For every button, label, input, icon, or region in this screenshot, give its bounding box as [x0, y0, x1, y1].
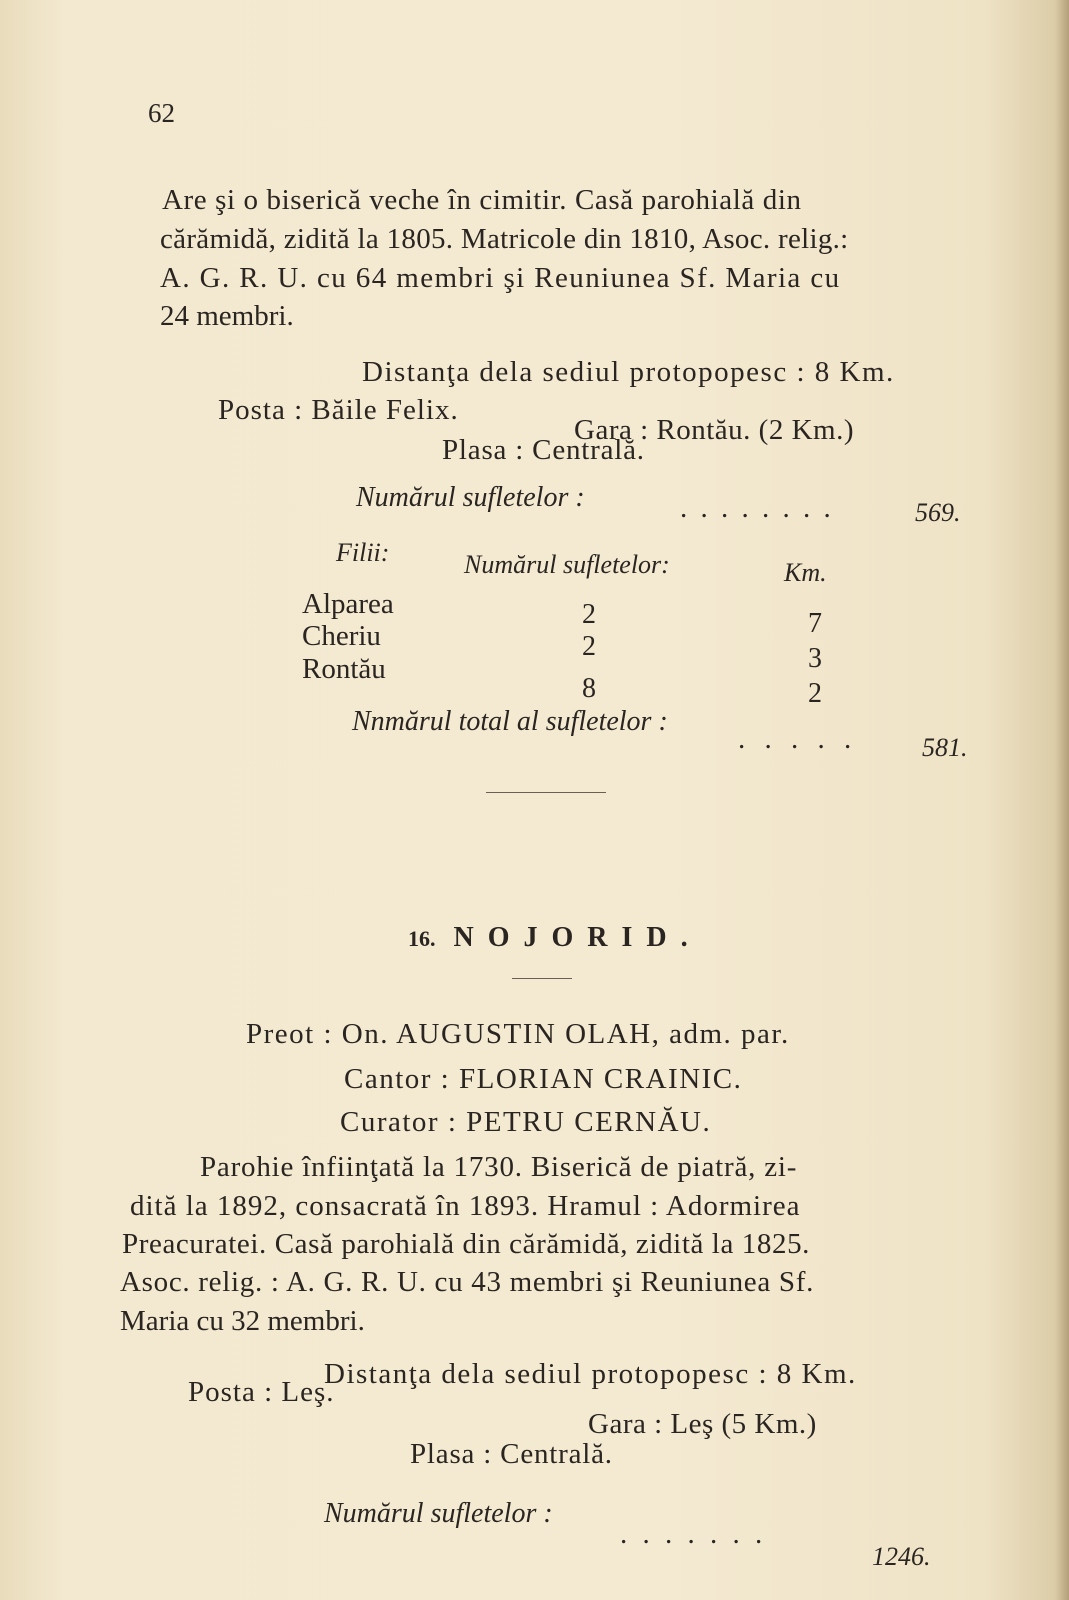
- filii-row-souls: 2: [582, 631, 596, 662]
- preot-info: Preot : On. AUGUSTIN OLAH, adm. par.: [246, 1018, 790, 1050]
- souls-value: 1246.: [872, 1542, 931, 1571]
- section-title: NOJORID.: [453, 922, 702, 953]
- filii-header: Filii:: [336, 538, 390, 567]
- souls-value: 569.: [915, 498, 961, 527]
- filii-row-name: Alparea: [302, 588, 394, 620]
- souls-label: Numărul sufletelor :: [356, 482, 585, 513]
- section2-paragraph-line: Preacuratei. Casă parohială din cărămidă, zidită la 1825.: [122, 1228, 811, 1260]
- plasa-info: Plasa : Centrală.: [442, 434, 645, 466]
- section-divider: [486, 792, 606, 793]
- cantor-info: Cantor : FLORIAN CRAINIC.: [344, 1063, 743, 1095]
- distance-info: Distanţa dela sediul protopopesc : 8 Km.: [362, 356, 895, 388]
- filii-row-km: 2: [808, 678, 822, 709]
- plasa-info: Plasa : Centrală.: [410, 1438, 613, 1470]
- posta-info: Posta : Leş.: [188, 1376, 335, 1408]
- section1-paragraph-line: 24 membri.: [160, 300, 294, 332]
- filii-km-header: Km.: [784, 558, 827, 587]
- distance-info: Distanţa dela sediul protopopesc : 8 Km.: [324, 1358, 857, 1390]
- section-number: 16.: [408, 926, 436, 951]
- filii-row-souls: 8: [582, 673, 596, 704]
- page-number: 62: [148, 98, 175, 128]
- section1-paragraph-line: A. G. R. U. cu 64 membri şi Reuniunea Sf. Maria cu: [160, 262, 841, 294]
- curator-info: Curator : PETRU CERNĂU.: [340, 1106, 712, 1138]
- section-heading: [408, 922, 702, 954]
- filii-row-km: 7: [808, 608, 822, 639]
- section2-paragraph-line: Asoc. relig. : A. G. R. U. cu 43 membri şi Reuniunea Sf.: [120, 1266, 815, 1298]
- section1-paragraph-line: cărămidă, zidită la 1805. Matricole din 1810, Asoc. relig.:: [160, 223, 849, 255]
- gara-info: Gara : Leş (5 Km.): [588, 1408, 817, 1440]
- filii-row-name: Rontău: [302, 653, 386, 685]
- souls-dots: . . . . . . . .: [680, 492, 834, 524]
- total-souls-value: 581.: [922, 733, 968, 762]
- section1-paragraph-line: Are şi o biserică veche în cimitir. Casă parohială din: [162, 184, 802, 216]
- filii-row-km: 3: [808, 643, 822, 674]
- filii-row-souls: 2: [582, 599, 596, 630]
- heading-underline: [512, 978, 572, 979]
- posta-info: Posta : Băile Felix.: [218, 394, 459, 426]
- souls-label: Numărul sufletelor :: [324, 1498, 553, 1529]
- souls-dots: . . . . . . .: [620, 1518, 767, 1550]
- section2-paragraph-line: Parohie înfiinţată la 1730. Biserică de piatră, zi-: [200, 1151, 798, 1183]
- total-souls-dots: . . . . .: [738, 723, 858, 755]
- section2-paragraph-line: dită la 1892, consacrată în 1893. Hramul : Adormirea: [130, 1190, 801, 1222]
- page-edge-shadow: [1055, 0, 1069, 1600]
- filii-row-name: Cheriu: [302, 620, 381, 652]
- total-souls-label: Nnmărul total al sufletelor :: [352, 706, 668, 737]
- gara-info: Gara : Rontău. (2 Km.): [574, 414, 854, 446]
- section2-paragraph-line: Maria cu 32 membri.: [120, 1305, 365, 1337]
- filii-souls-header: Numărul sufletelor:: [464, 550, 670, 579]
